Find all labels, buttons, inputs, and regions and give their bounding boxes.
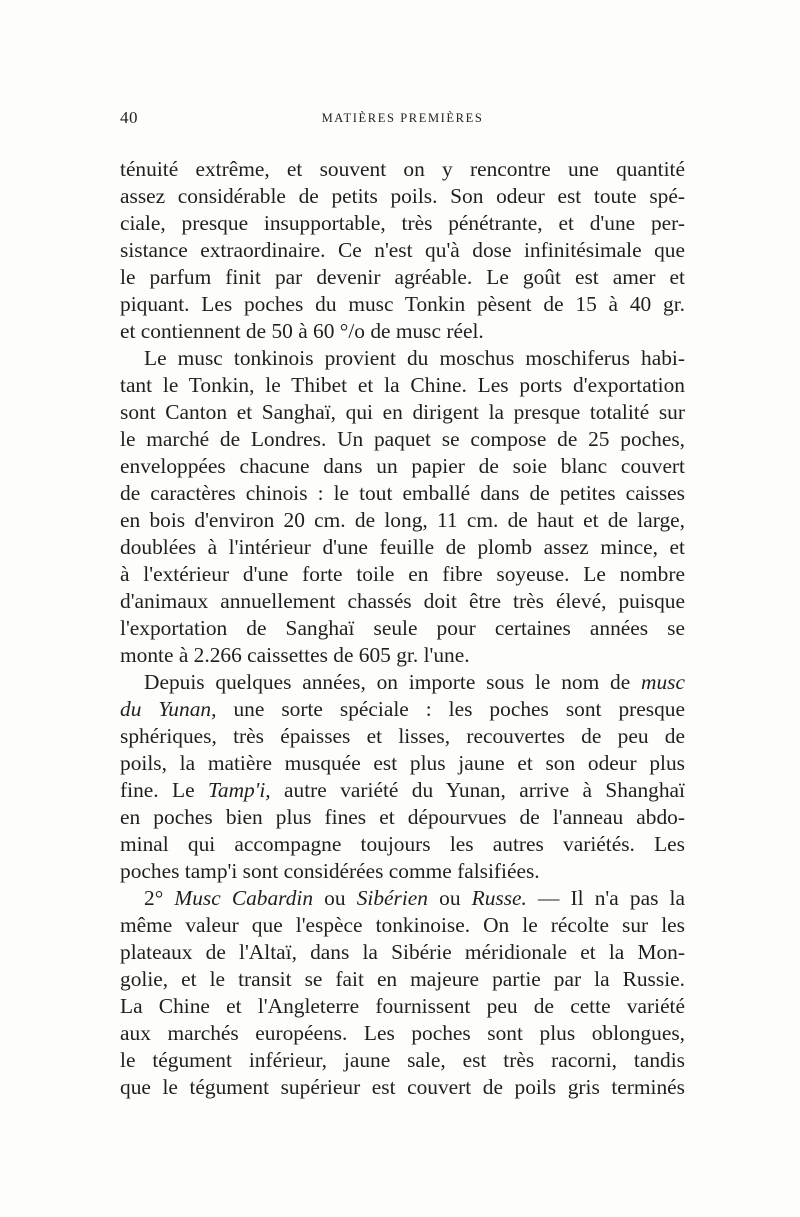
text-segment: autre variété du Yunan, arrive à Shanghaï — [270, 778, 685, 802]
text-segment: monte à 2.266 caissettes de 605 gr. l'une. — [120, 643, 470, 667]
text-segment: Le musc tonkinois provient du moschus moschiferus habi- — [144, 346, 685, 370]
text-line — [120, 345, 685, 372]
text-segment: en bois d'environ 20 cm. de long, 11 cm. de haut et de large, — [120, 508, 685, 532]
text-line — [120, 723, 685, 750]
text-segment: et contiennent de 50 à 60 °/o de musc réel. — [120, 319, 484, 343]
text-segment: piquant. Les poches du musc Tonkin pèsent de 15 à 40 gr. — [120, 292, 685, 316]
text-segment: La Chine et l'Angleterre fournissent peu de cette variété — [120, 994, 685, 1018]
text-line — [120, 426, 685, 453]
text-line — [120, 939, 685, 966]
text-line — [120, 237, 685, 264]
text-line — [120, 777, 685, 804]
italic-text: Tamp'i, — [207, 778, 271, 802]
text-line — [120, 156, 685, 183]
text-line — [120, 453, 685, 480]
text-line — [120, 588, 685, 615]
text-segment: sphériques, très épaisses et lisses, recouvertes de peu de — [120, 724, 685, 748]
text-line — [120, 669, 685, 696]
text-segment: doublées à l'intérieur d'une feuille de plomb assez mince, et — [120, 535, 685, 559]
italic-text: Musc Cabardin — [174, 886, 314, 910]
text-segment: que le tégument supérieur est couvert de poils gris terminés — [120, 1075, 685, 1099]
text-segment: golie, et le transit se fait en majeure partie par la Russie. — [120, 967, 685, 991]
text-segment: poils, la matière musquée est plus jaune et son odeur plus — [120, 751, 685, 775]
text-line — [120, 993, 685, 1020]
italic-text: Sibérien — [356, 886, 428, 910]
text-line — [120, 507, 685, 534]
text-segment: d'animaux annuellement chassés doit être très élevé, puisque — [120, 589, 685, 613]
running-head — [120, 108, 685, 132]
text-line — [120, 1074, 685, 1101]
text-line — [120, 804, 685, 831]
text-segment: plateaux de l'Altaï, dans la Sibérie méridionale et la Mon- — [120, 940, 685, 964]
text-line — [120, 831, 685, 858]
text-segment: le marché de Londres. Un paquet se compose de 25 poches, — [120, 427, 685, 451]
text-segment: sont Canton et Sanghaï, qui en dirigent la presque totalité sur — [120, 400, 685, 424]
text-segment: 2° — [144, 886, 175, 910]
text-segment: sistance extraordinaire. Ce n'est qu'à dose infinitésimale que — [120, 238, 685, 262]
text-segment: ténuité extrême, et souvent on y rencontre une quantité — [120, 157, 685, 181]
text-segment: minal qui accompagne toujours les autres variétés. Les — [120, 832, 685, 856]
text-segment: ou — [313, 886, 357, 910]
text-segment: enveloppées chacune dans un papier de soie blanc couvert — [120, 454, 685, 478]
text-segment: aux marchés européens. Les poches sont plus oblongues, — [120, 1021, 685, 1045]
text-segment: même valeur que l'espèce tonkinoise. On le récolte sur les — [120, 913, 685, 937]
text-segment: ou — [428, 886, 472, 910]
text-segment: le parfum finit par devenir agréable. Le goût est amer et — [120, 265, 685, 289]
text-segment: — Il n'a pas la — [526, 886, 685, 910]
text-segment: en poches bien plus fines et dépourvues de l'anneau abdo- — [120, 805, 685, 829]
text-line — [120, 183, 685, 210]
text-line — [120, 750, 685, 777]
text-segment: le tégument inférieur, jaune sale, est très racorni, tandis — [120, 1048, 685, 1072]
text-line — [120, 1020, 685, 1047]
text-segment: de caractères chinois : le tout emballé dans de petites caisses — [120, 481, 685, 505]
text-line — [120, 210, 685, 237]
text-segment: tant le Tonkin, le Thibet et la Chine. Les ports d'exportation — [120, 373, 685, 397]
text-line — [120, 615, 685, 642]
text-line — [120, 561, 685, 588]
italic-text: musc — [641, 670, 685, 694]
text-line — [120, 858, 685, 885]
text-line — [120, 264, 685, 291]
text-segment: une sorte spéciale : les poches sont presque — [216, 697, 685, 721]
text-line — [120, 1047, 685, 1074]
text-line — [120, 696, 685, 723]
text-segment: poches tamp'i sont considérées comme falsifiées. — [120, 859, 540, 883]
text-line — [120, 534, 685, 561]
text-segment: Depuis quelques années, on importe sous le nom de — [144, 670, 642, 694]
text-line — [120, 318, 685, 345]
text-line — [120, 642, 685, 669]
text-line — [120, 399, 685, 426]
italic-text: Russe. — [471, 886, 527, 910]
text-segment: ciale, presque insupportable, très pénétrante, et d'une per- — [120, 211, 685, 235]
text-segment: l'exportation de Sanghaï seule pour certaines années se — [120, 616, 685, 640]
text-line — [120, 480, 685, 507]
text-line — [120, 885, 685, 912]
text-line — [120, 966, 685, 993]
text-segment: fine. Le — [120, 778, 208, 802]
running-title: MATIÈRES PREMIÈRES — [321, 111, 484, 125]
text-line — [120, 912, 685, 939]
text-segment: assez considérable de petits poils. Son odeur est toute spé- — [120, 184, 685, 208]
page-number: 40 — [120, 108, 138, 127]
text-segment: à l'extérieur d'une forte toile en fibre soyeuse. Le nombre — [120, 562, 685, 586]
text-line — [120, 372, 685, 399]
italic-text: du Yunan, — [120, 697, 217, 721]
body-text — [120, 156, 685, 1101]
text-line — [120, 291, 685, 318]
